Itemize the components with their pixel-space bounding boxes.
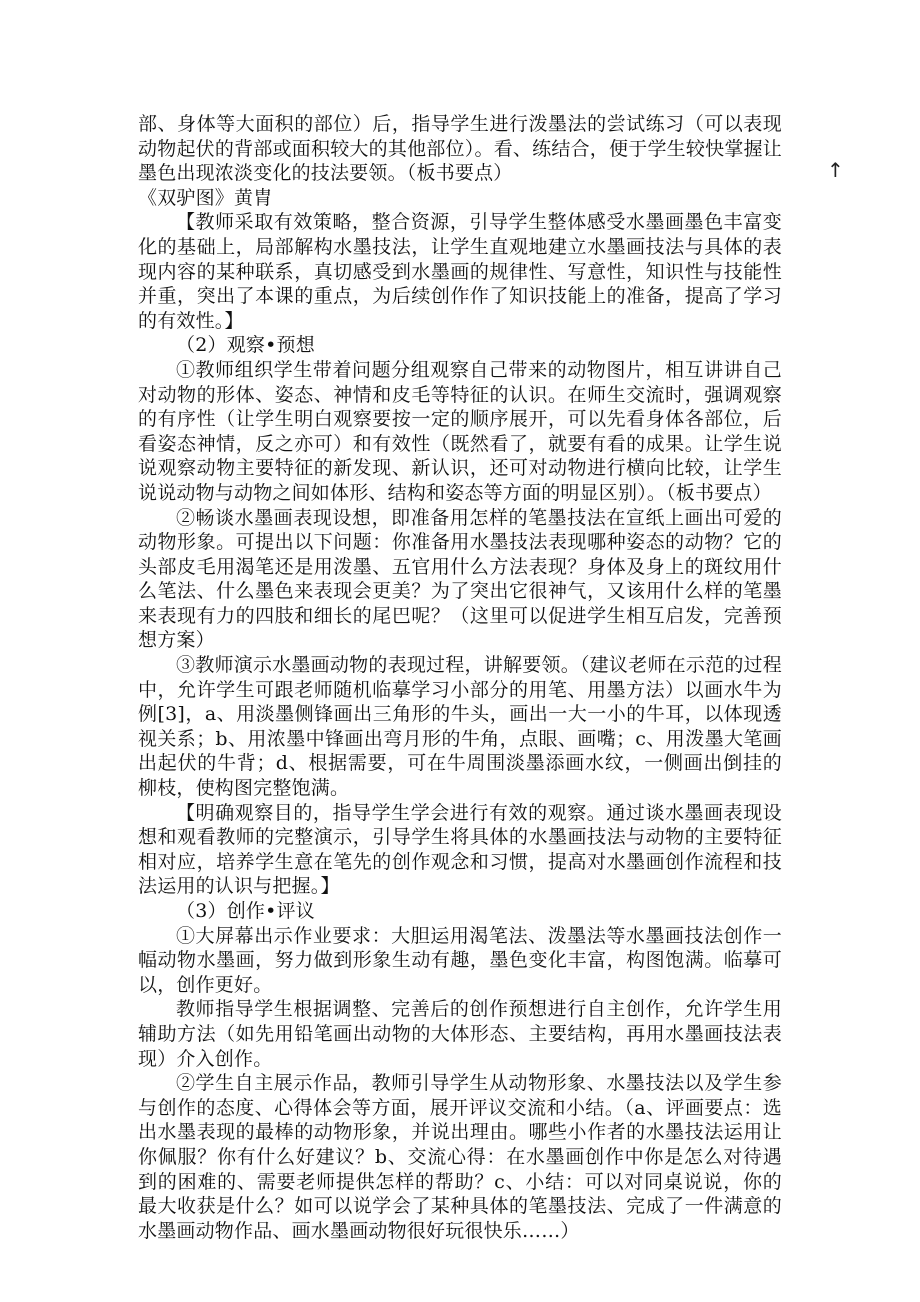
paragraph-commentary-2: 【明确观察目的，指导学生学会进行有效的观察。通过谈水墨画表现设想和观看教师的完整演示，引导学生将具体的水墨画技法与动物的主要特征相对应，培养学生意在笔先的创作观念和习惯，提高对水墨画创作流程和技法运用的认识与把握。】	[138, 801, 782, 898]
up-arrow-icon: ↑	[827, 158, 844, 182]
paragraph-commentary-1: 【教师采取有效策略，整合资源，引导学生整体感受水墨画墨色丰富变化的基础上，局部解构水墨技法，让学生直观地建立水墨画技法与具体的表现内容的某种联系，真切感受到水墨画的规律性、写意性，知识性与技能性并重，突出了本课的重点，为后续创作作了知识技能上的准备，提高了学习的有效性。】	[138, 211, 782, 332]
paragraph-observe-1: ①教师组织学生带着问题分组观察自己带来的动物图片，相互讲讲自己对动物的形体、姿态、神情和皮毛等特征的认识。在师生交流时，强调观察的有序性（让学生明白观察要按一定的顺序展开，可以先看身体各部位，后看姿态神情，反之亦可）和有效性（既然看了，就要有看的成果。让学生说说观察动物主要特征的新发现、新认识，还可对动物进行横向比较，让学生说说动物与动物之间如体形、结构和姿态等方面的明显区别）。（板书要点）	[138, 358, 782, 504]
paragraph-create-2: 教师指导学生根据调整、完善后的创作预想进行自主创作，允许学生用辅助方法（如先用铅笔画出动物的大体形态、主要结构，再用水墨画技法表现）介入创作。	[138, 998, 782, 1070]
document-body	[138, 112, 782, 1243]
paragraph-create-1: ①大屏幕出示作业要求：大胆运用渴笔法、泼墨法等水墨画技法创作一幅动物水墨画，努力做到形象生动有趣，墨色变化丰富，构图饱满。临摹可以，创作更好。	[138, 924, 782, 996]
artwork-caption: 《双驴图》黄胄	[138, 186, 273, 209]
paragraph-observe-2: ②畅谈水墨画表现设想，即准备用怎样的笔墨技法在宣纸上画出可爱的动物形象。可提出以下问题：你准备用水墨技法表现哪种姿态的动物？它的头部皮毛用渴笔还是用泼墨、五官用什么方法表现？身体及身上的斑纹用什么笔法、什么墨色来表现会更美？为了突出它很神气，又该用什么样的笔墨来表现有力的四肢和细长的尾巴呢？（这里可以促进学生相互启发，完善预想方案）	[138, 506, 782, 652]
paragraph-continued: 部、身体等大面积的部位）后，指导学生进行泼墨法的尝试练习（可以表现动物起伏的背部或面积较大的其他部位）。看、练结合，便于学生较快掌握让墨色出现浓淡变化的技法要领。（板书要点）	[138, 113, 782, 185]
paragraph-observe-3: ③教师演示水墨画动物的表现过程，讲解要领。（建议老师在示范的过程中，允许学生可跟老师随机临摹学习小部分的用笔、用墨方法）以画水牛为例[3]，a、用淡墨侧锋画出三角形的牛头，画出一大一小的牛耳，以体现透视关系；b、用浓墨中锋画出弯月形的牛角，点眼、画嘴；c、用泼墨大笔画出起伏的牛背；d、根据需要，可在牛周围淡墨添画水纹，一侧画出倒挂的柳枝，使构图完整饱满。	[138, 654, 782, 800]
section-heading-create: （3）创作•评议	[176, 900, 315, 922]
paragraph-create-3: ②学生自主展示作品，教师引导学生从动物形象、水墨技法以及学生参与创作的态度、心得体会等方面，展开评议交流和小结。（a、评画要点：选出水墨表现的最棒的动物形象，并说出理由。哪些小作者的水墨技法运用让你佩服？你有什么好建议？b、交流心得：在水墨画创作中你是怎么对待遇到的困难的、需要老师提供怎样的帮助？c、小结：可以对同桌说说，你的最大收获是什么？如可以说学会了某种具体的笔墨技法、完成了一件满意的水墨画动物作品、画水墨画动物很好玩很快乐……）	[138, 1072, 782, 1242]
section-heading-observe: （2）观察•预想	[176, 334, 315, 357]
